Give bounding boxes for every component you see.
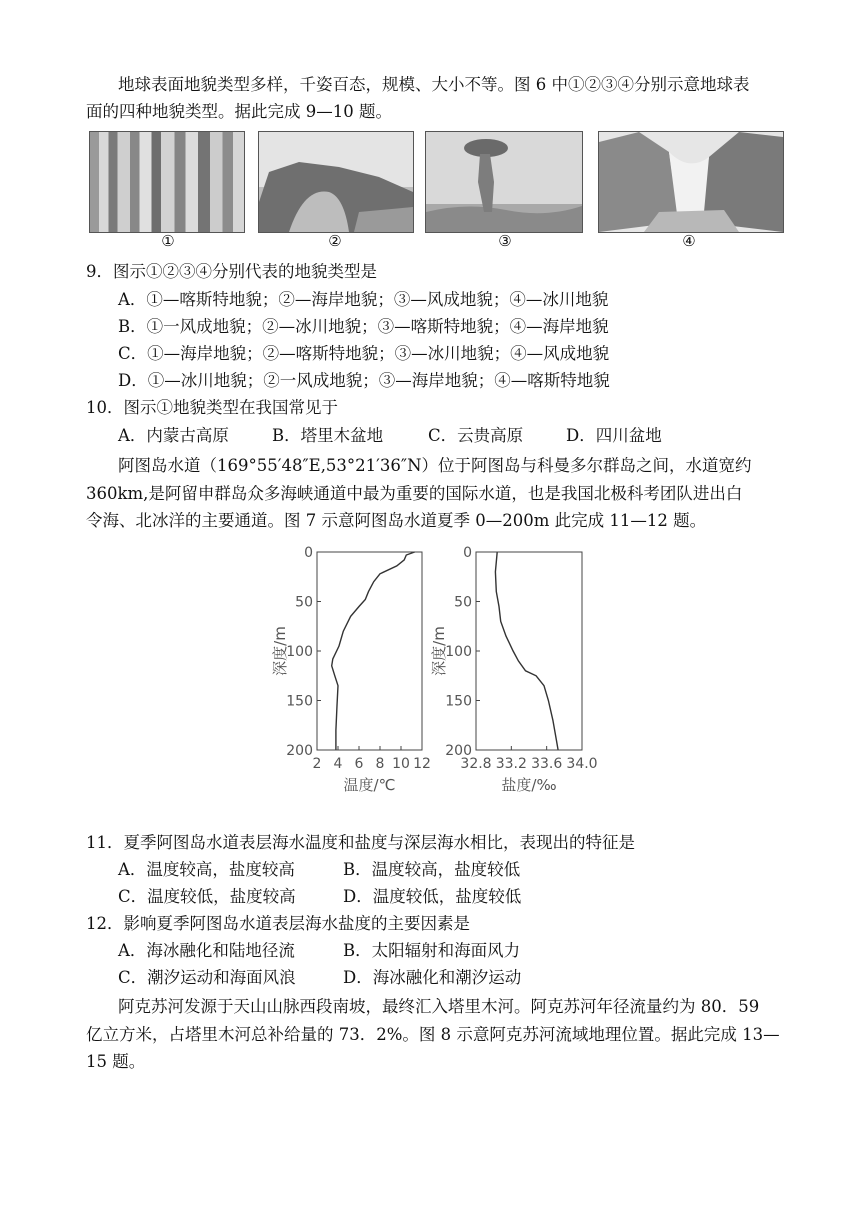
temperature-x-tick-label: 12	[413, 756, 431, 772]
intro-paragraph-3-line-1: 阿克苏河发源于天山山脉西段南坡，最终汇入塔里木河。阿克苏河年径流量约为 80．59	[118, 997, 760, 1016]
salinity-y-tick-label: 50	[454, 594, 472, 611]
temperature-depth-curve	[332, 552, 415, 750]
question-11-option-c: C．温度较低，盐度较高	[118, 887, 296, 906]
question-10-stem: 10．图示①地貌类型在我国常见于	[86, 398, 338, 417]
figure-caption-3: ③	[498, 232, 512, 250]
intro-paragraph-2-line-2: 360km,是阿留申群岛众多海峡通道中最为重要的国际水道，也是我国北极科考团队进出白	[86, 484, 743, 503]
temperature-y-tick-label: 100	[286, 644, 313, 660]
temperature-y-tick-label: 0	[304, 545, 313, 561]
temperature-x-tick-label: 8	[375, 756, 385, 772]
temperature-y-tick-label: 150	[286, 693, 313, 710]
temperature-x-tick-label: 4	[333, 756, 343, 772]
intro-paragraph-2-line-3: 令海、北冰洋的主要通道。图 7 示意阿图岛水道夏季 0—200m 此完成 11—12 题。	[86, 511, 707, 530]
wind-eroded-mushroom-rock-photo	[425, 131, 583, 233]
question-9-stem: 9．图示①②③④分别代表的地貌类型是	[86, 262, 377, 281]
salinity-depth-chart	[424, 540, 610, 816]
karst-landform-photo	[89, 131, 245, 233]
intro-paragraph-1-line-1: 地球表面地貌类型多样，千姿百态，规模、大小不等。图 6 中①②③④分别示意地球表	[118, 75, 750, 94]
figure-caption-1: ①	[161, 232, 175, 250]
question-12-option-a: A．海冰融化和陆地径流	[118, 941, 295, 960]
figure-caption-4: ④	[682, 232, 696, 250]
coastal-arch-photo	[258, 131, 414, 233]
question-12-option-d: D．海冰融化和潮汐运动	[343, 968, 522, 987]
intro-paragraph-2-line-1: 阿图岛水道（169°55′48″E,53°21′36″N）位于阿图岛与科曼多尔群岛之间，水道宽约	[118, 456, 752, 475]
salinity-depth-curve	[495, 552, 558, 750]
salinity-y-tick-label: 150	[445, 693, 472, 710]
question-12-option-b: B．太阳辐射和海面风力	[343, 941, 521, 960]
question-11-option-b: B．温度较高，盐度较低	[343, 860, 521, 879]
question-11-option-d: D．温度较低，盐度较低	[343, 887, 522, 906]
salinity-plot-frame	[476, 552, 582, 750]
salinity-x-tick-label: 32.8	[460, 756, 492, 772]
salinity-x-tick-label: 34.0	[566, 756, 598, 772]
temperature-x-axis-label: 温度/℃	[343, 776, 396, 794]
salinity-x-axis-label: 盐度/‰	[501, 776, 557, 794]
salinity-x-tick-label: 33.6	[531, 756, 563, 772]
question-9-option-c: C．①—海岸地貌；②—喀斯特地貌；③—冰川地貌；④—风成地貌	[118, 344, 610, 363]
glacial-valley-photo	[598, 131, 784, 233]
question-10-option-b: B．塔里木盆地	[272, 426, 384, 445]
question-9-option-b: B．①一风成地貌；②—冰川地貌；③—喀斯特地貌；④—海岸地貌	[118, 317, 609, 336]
salinity-y-tick-label: 0	[463, 545, 472, 561]
intro-paragraph-1-line-2: 面的四种地貌类型。据此完成 9—10 题。	[86, 102, 392, 121]
question-11-stem: 11．夏季阿图岛水道表层海水温度和盐度与深层海水相比，表现出的特征是	[86, 833, 635, 852]
question-10-option-d: D．四川盆地	[566, 426, 662, 445]
question-9-option-a: A．①—喀斯特地貌；②—海岸地貌；③—风成地貌；④—冰川地貌	[118, 290, 609, 309]
question-12-option-c: C．潮汐运动和海面风浪	[118, 968, 296, 987]
temperature-depth-chart	[262, 540, 444, 816]
question-12-stem: 12．影响夏季阿图岛水道表层海水盐度的主要因素是	[86, 914, 470, 933]
temperature-y-tick-label: 50	[295, 594, 313, 611]
question-10-option-a: A．内蒙古高原	[118, 426, 229, 445]
temperature-y-axis-label: 深度/m	[271, 626, 289, 676]
temperature-x-tick-label: 10	[392, 756, 410, 772]
salinity-x-tick-label: 33.2	[495, 756, 527, 772]
salinity-y-tick-label: 100	[445, 644, 472, 660]
temperature-plot-frame	[317, 552, 422, 750]
figure-caption-2: ②	[328, 232, 342, 250]
intro-paragraph-3-line-2: 亿立方米，占塔里木河总补给量的 73．2%。图 8 示意阿克苏河流域地理位置。据此完成 13—	[86, 1025, 780, 1044]
temperature-x-tick-label: 2	[312, 756, 322, 772]
temperature-x-tick-label: 6	[354, 756, 364, 772]
salinity-y-tick-label: 200	[445, 743, 472, 759]
temperature-y-tick-label: 200	[286, 743, 313, 759]
question-10-option-c: C．云贵高原	[428, 426, 524, 445]
salinity-y-axis-label: 深度/m	[430, 626, 448, 676]
intro-paragraph-3-line-3: 15 题。	[86, 1052, 146, 1071]
question-11-option-a: A．温度较高，盐度较高	[118, 860, 295, 879]
question-9-option-d: D．①—冰川地貌；②一风成地貌；③—海岸地貌；④—喀斯特地貌	[118, 371, 610, 390]
